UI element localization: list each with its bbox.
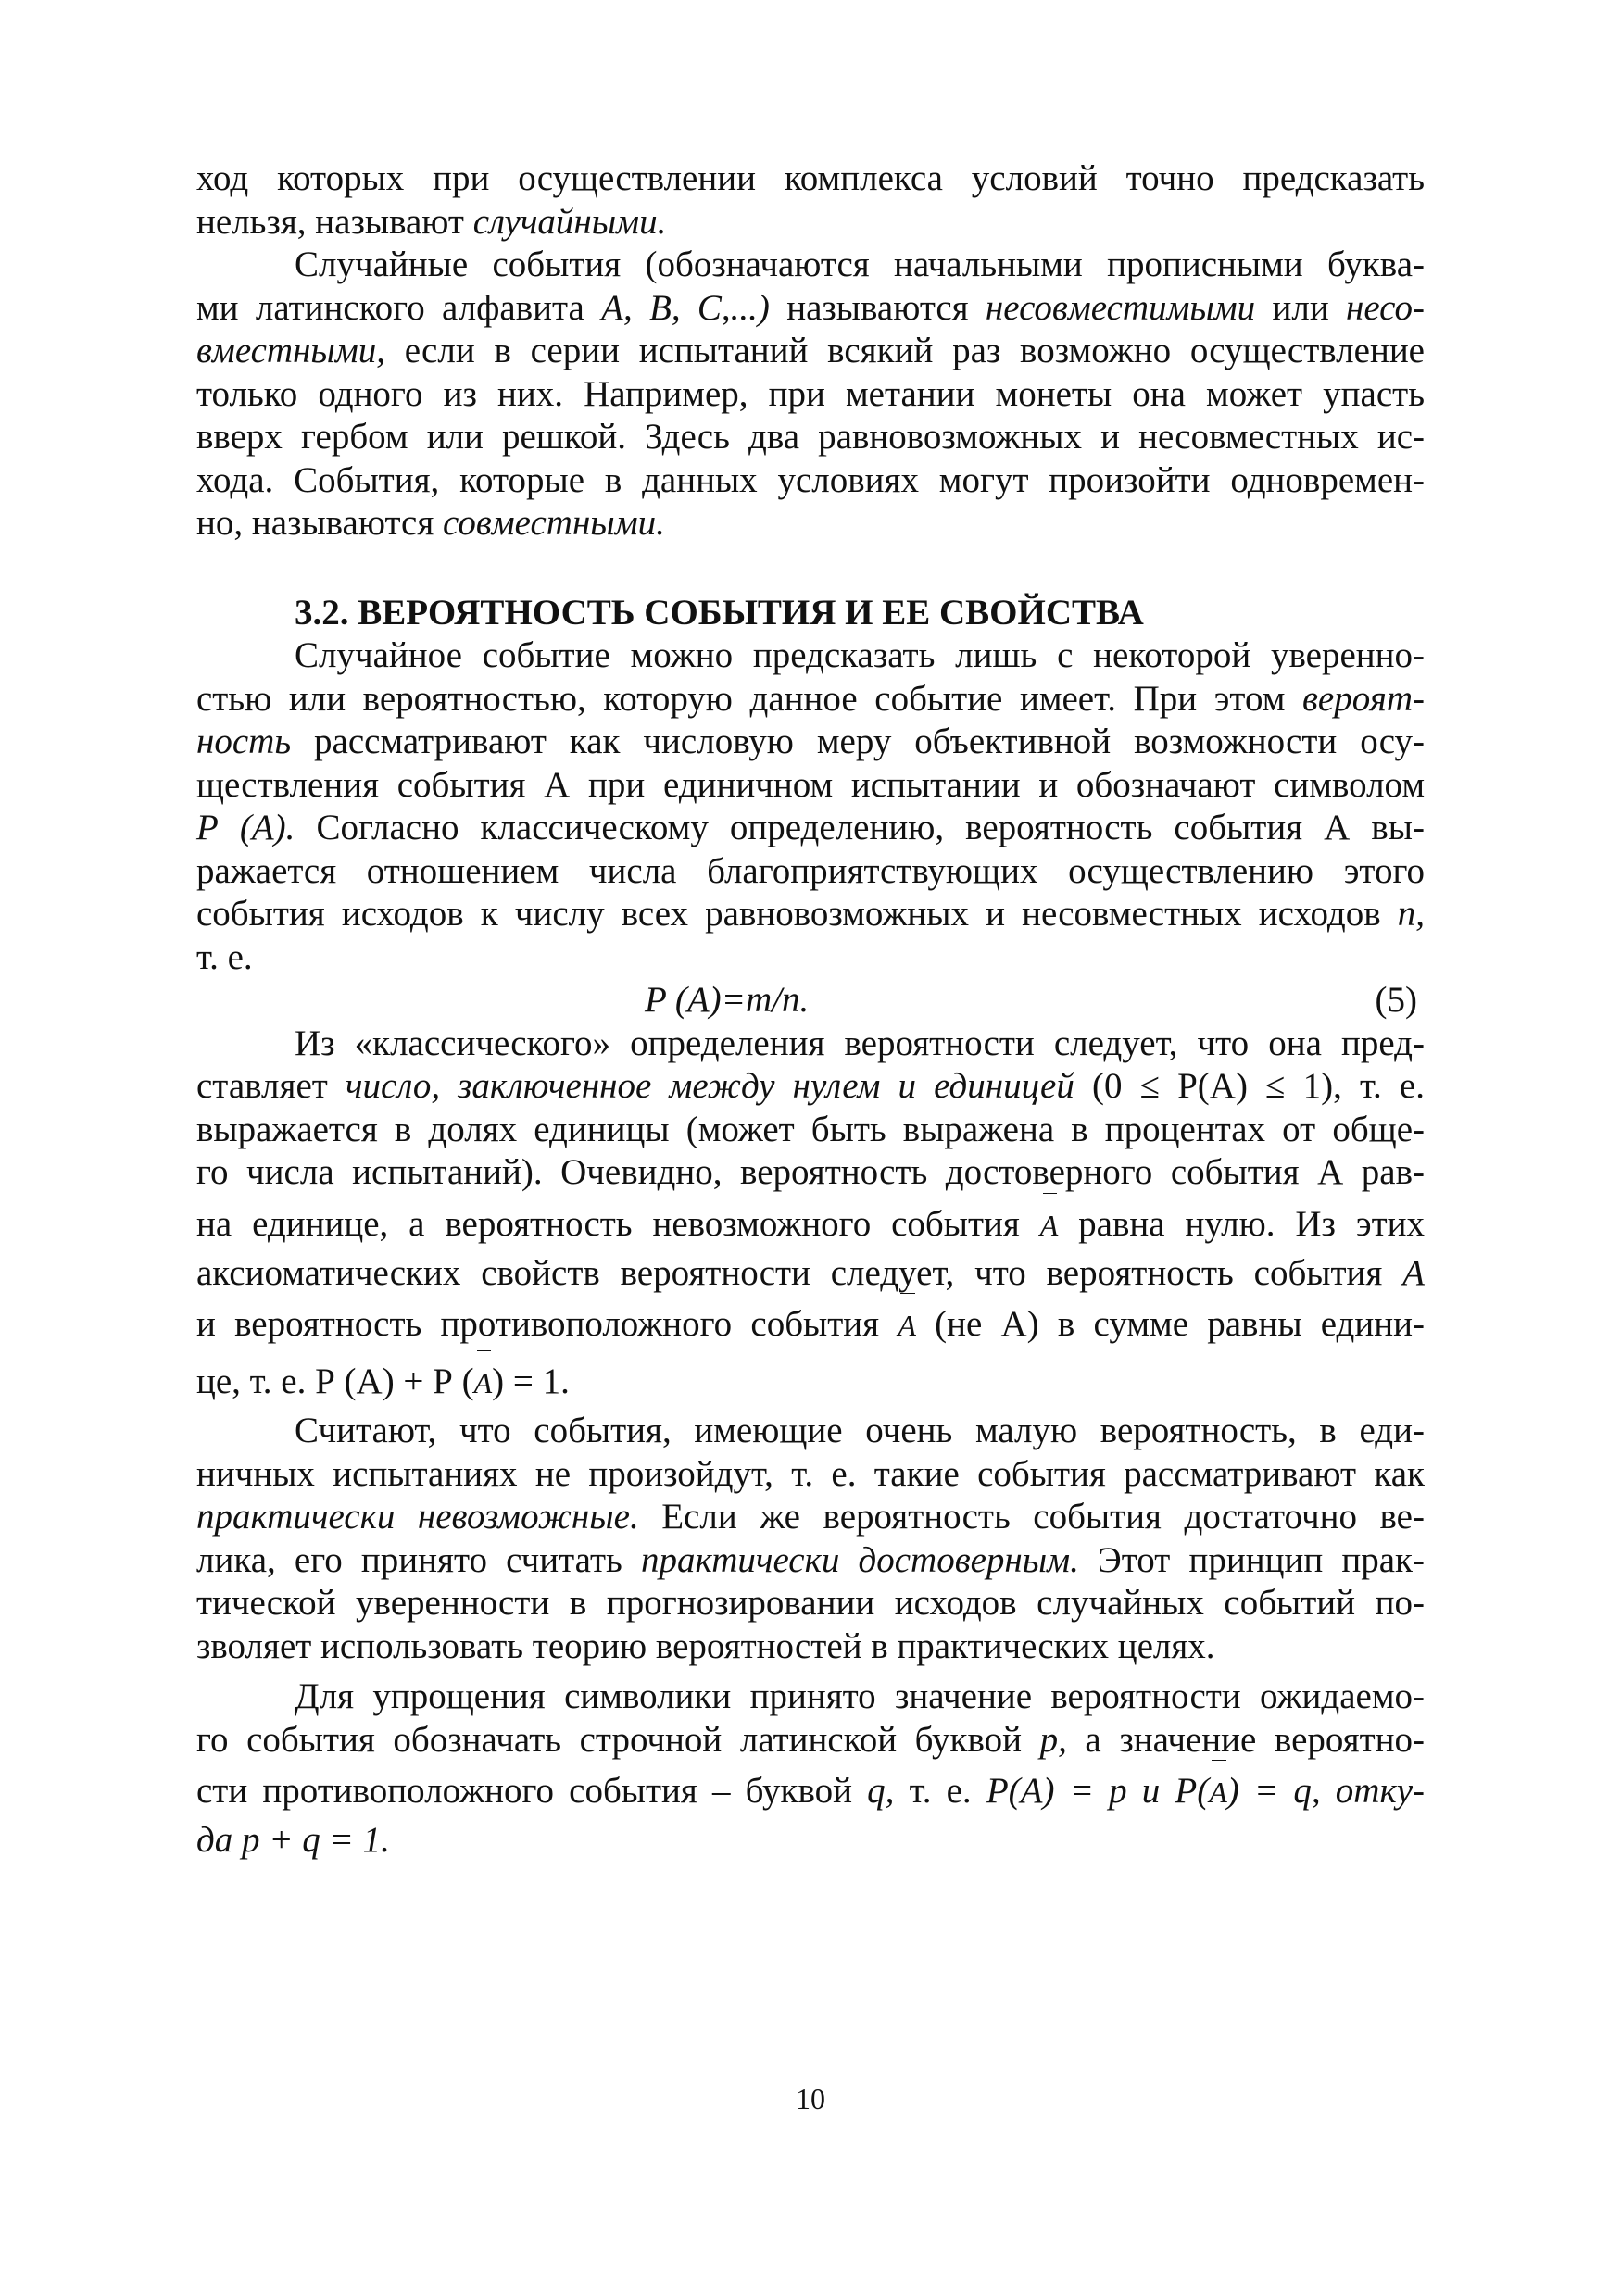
text-line: Для упрощения символики принято значение вероятности ожидаемо-: [295, 1676, 1425, 1716]
text-line: Из «классического» определения вероятности следует, что она пред-: [295, 1023, 1425, 1063]
text-line: только одного из них. Например, при метании монеты она может упасть: [196, 373, 1425, 414]
text-line: ражается отношением числа благоприятствующих осуществлению этого: [196, 850, 1425, 891]
formula-expression: P (A)=m/n.: [645, 980, 810, 1020]
paragraph-continuation: [196, 157, 1425, 244]
text-line: вверх гербом или решкой. Здесь два равновозможных и несовместных ис-: [196, 417, 1425, 457]
text-line: сти противоположного события – буквой q, т. е. Р(А) = р и Р(A) = q, отку-: [196, 1762, 1425, 1819]
formula-5: [196, 979, 1425, 1023]
text-line: нельзя, называют случайными.: [196, 201, 667, 242]
text-line: да р + q = 1.: [196, 1820, 390, 1860]
paragraph-gap: [196, 1668, 1425, 1675]
text-line: го события обозначать строчной латинской буквой р, а значение вероятно-: [196, 1719, 1425, 1760]
text-line: ми латинского алфавита А, В, С,...) называются несовместимыми или несо-: [196, 287, 1425, 328]
text-line: го числа испытаний). Очевидно, вероятность достоверного события А рав-: [196, 1152, 1425, 1192]
text-line: Случайное событие можно предсказать лишь с некоторой уверенно-: [295, 635, 1425, 675]
text-line: лика, его принято считать практически достоверным. Этот принцип прак-: [196, 1539, 1425, 1580]
section-heading: 3.2. ВЕРОЯТНОСТЬ СОБЫТИЯ И ЕЕ СВОЙСТВА: [295, 592, 1144, 633]
paragraph-random-events: [196, 244, 1425, 546]
paragraph-probability-range: [196, 1023, 1425, 1411]
text-line: ход которых при осуществлении комплекса условий точно предсказать: [196, 158, 1425, 198]
text-line: практически невозможные. Если же вероятность события достаточно ве-: [196, 1497, 1425, 1537]
text-line: тической уверенности в прогнозировании исходов случайных событий по-: [196, 1583, 1425, 1623]
text-line: хода. События, которые в данных условиях могут произойти одновремен-: [196, 459, 1425, 500]
text-line: выражается в долях единицы (может быть выражена в процентах от обще-: [196, 1109, 1425, 1149]
text-line: ществления события А при единичном испытании и обозначают символом: [196, 764, 1425, 805]
a-bar-symbol: A: [1209, 1762, 1227, 1819]
a-bar-symbol: A: [898, 1295, 916, 1352]
text-line: ничных испытаниях не произойдут, т. е. такие события рассматривают как: [196, 1453, 1425, 1494]
text-line: стью или вероятностью, которую данное событие имеет. При этом вероят-: [196, 678, 1425, 719]
text-line: Считают, что события, имеющие очень малую вероятность, в еди-: [295, 1411, 1425, 1450]
text-line: и вероятность противоположного события A (не А) в сумме равны едини-: [196, 1295, 1425, 1352]
text-line: ность рассматривают как числовую меру объективной возможности осу-: [196, 721, 1425, 761]
page-number: 10: [796, 2082, 825, 2115]
text-line: зволяет использовать теорию вероятностей в практических целях.: [196, 1625, 1215, 1666]
text-line: це, т. е. Р (А) + Р (A) = 1.: [196, 1352, 1425, 1410]
text-line: Случайные события (обозначаются начальными прописными буква-: [295, 245, 1425, 284]
page-body: [196, 157, 1425, 1863]
text-line: на единице, а вероятность невозможного события A равна нулю. Из этих: [196, 1195, 1425, 1252]
paragraph-practical-certainty: [196, 1410, 1425, 1668]
text-line: но, называются совместными.: [196, 503, 665, 543]
paragraph-probability-definition: [196, 634, 1425, 979]
paragraph-notation: [196, 1675, 1425, 1863]
text-line: Р (А). Согласно классическому определению, вероятность события А вы-: [196, 808, 1425, 847]
text-line: события исходов к числу всех равновозможных и несовместных исходов n,: [196, 894, 1425, 934]
a-bar-symbol: A: [1040, 1195, 1059, 1252]
formula-number: (5): [1375, 980, 1417, 1020]
text-line: аксиоматических свойств вероятности следует, что вероятность события А: [196, 1252, 1425, 1293]
text-line: вместными, если в серии испытаний всякий раз возможно осуществление: [196, 331, 1425, 370]
text-line: т. е.: [196, 936, 253, 977]
a-bar-symbol: A: [474, 1352, 493, 1410]
text-line: ставляет число, заключенное между нулем и единицей (0 ≤ Р(А) ≤ 1), т. е.: [196, 1066, 1425, 1106]
